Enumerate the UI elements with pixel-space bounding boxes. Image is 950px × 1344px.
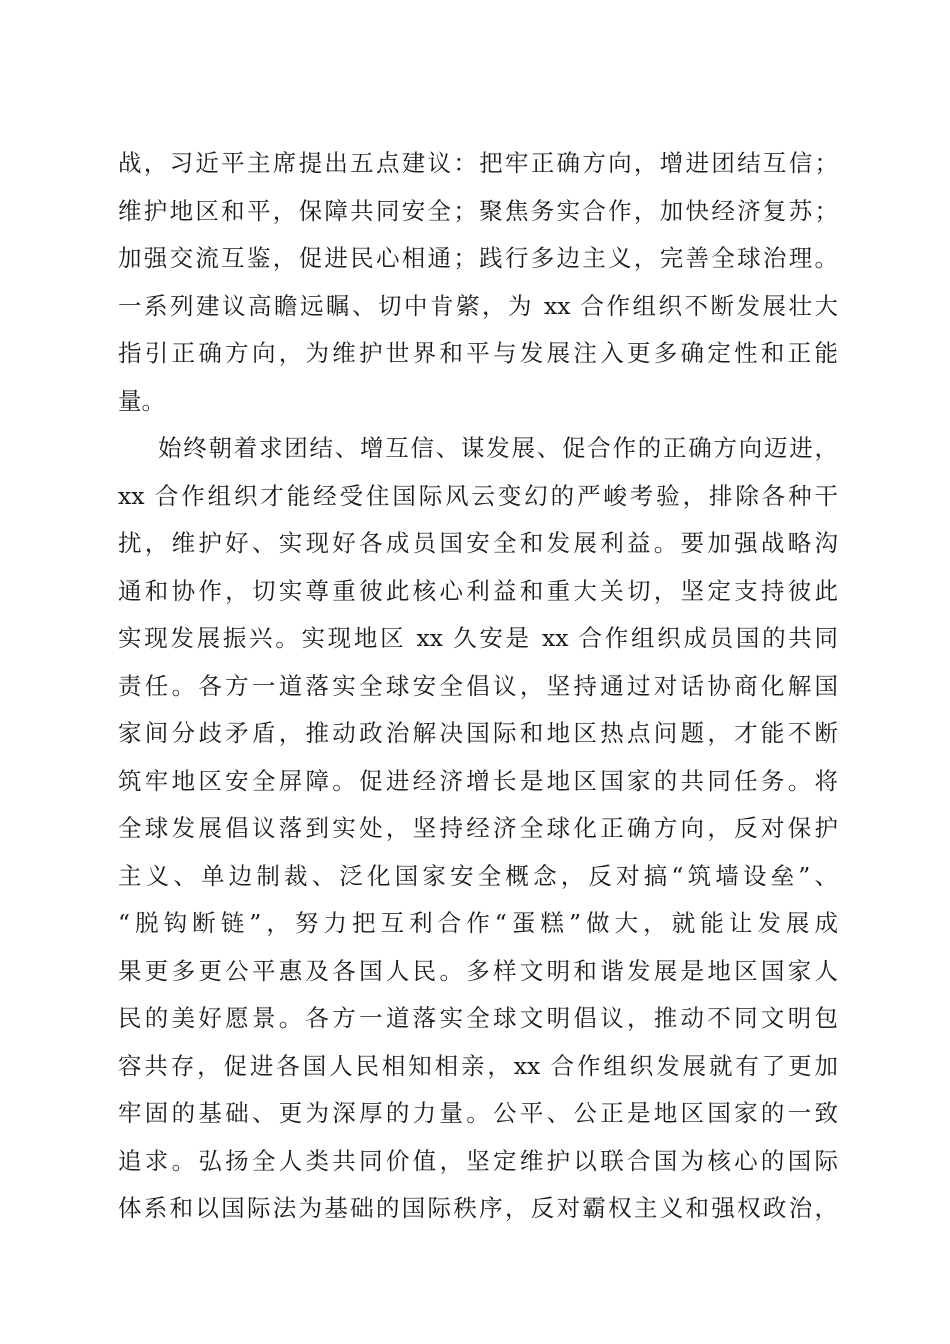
text-line: 始终朝着求团结、增互信、谋发展、促合作的正确方向迈进， xyxy=(158,434,838,462)
text-line: 实现发展振兴。实现地区 xx 久安是 xx 合作组织成员国的共同 xyxy=(118,624,838,652)
text-line: 责任。各方一道落实全球安全倡议，坚持通过对话协商化解国 xyxy=(118,671,838,700)
text-line: 一系列建议高瞻远瞩、切中肯綮，为 xx 合作组织不断发展壮大 xyxy=(118,291,838,320)
text-line: 量。 xyxy=(118,386,165,415)
text-line: 全球发展倡议落到实处，坚持经济全球化正确方向，反对保护 xyxy=(118,814,838,842)
text-line: 指引正确方向，为维护世界和平与发展注入更多确定性和正能 xyxy=(118,339,838,367)
text-line: “脱钩断链”，努力把互利合作“蛋糕”做大，就能让发展成 xyxy=(118,909,838,937)
text-line: 加强交流互鉴，促进民心相通；践行多边主义，完善全球治理。 xyxy=(118,244,838,272)
text-line: 家间分歧矛盾，推动政治解决国际和地区热点问题，才能不断 xyxy=(118,719,838,747)
text-line: 主义、单边制裁、泛化国家安全概念，反对搞“筑墙设垒”、 xyxy=(118,861,838,890)
text-line: 追求。弘扬全人类共同价值，坚定维护以联合国为核心的国际 xyxy=(118,1146,838,1175)
body-text xyxy=(118,140,838,1233)
text-line: 容共存，促进各国人民相知相亲，xx 合作组织发展就有了更加 xyxy=(118,1051,838,1080)
text-line: 牢固的基础、更为深厚的力量。公平、公正是地区国家的一致 xyxy=(118,1099,838,1127)
text-line: 通和协作，切实尊重彼此核心利益和重大关切，坚定支持彼此 xyxy=(118,576,838,605)
text-line: 筑牢地区安全屏障。促进经济增长是地区国家的共同任务。将 xyxy=(118,766,838,795)
text-line: 民的美好愿景。各方一道落实全球文明倡议，推动不同文明包 xyxy=(118,1004,838,1032)
text-line: 扰，维护好、实现好各成员国安全和发展利益。要加强战略沟 xyxy=(118,529,838,557)
text-line: 体系和以国际法为基础的国际秩序，反对霸权主义和强权政治， xyxy=(118,1194,838,1222)
paragraph-1 xyxy=(118,140,838,425)
text-line: 果更多更公平惠及各国人民。多样文明和谐发展是地区国家人 xyxy=(118,956,838,985)
text-line: 战，习近平主席提出五点建议：把牢正确方向，增进团结互信； xyxy=(118,149,838,177)
paragraph-2 xyxy=(118,425,838,1233)
text-line: 维护地区和平，保障共同安全；聚焦务实合作，加快经济复苏； xyxy=(118,196,838,225)
text-line: xx 合作组织才能经受住国际风云变幻的严峻考验，排除各种干 xyxy=(118,481,838,510)
